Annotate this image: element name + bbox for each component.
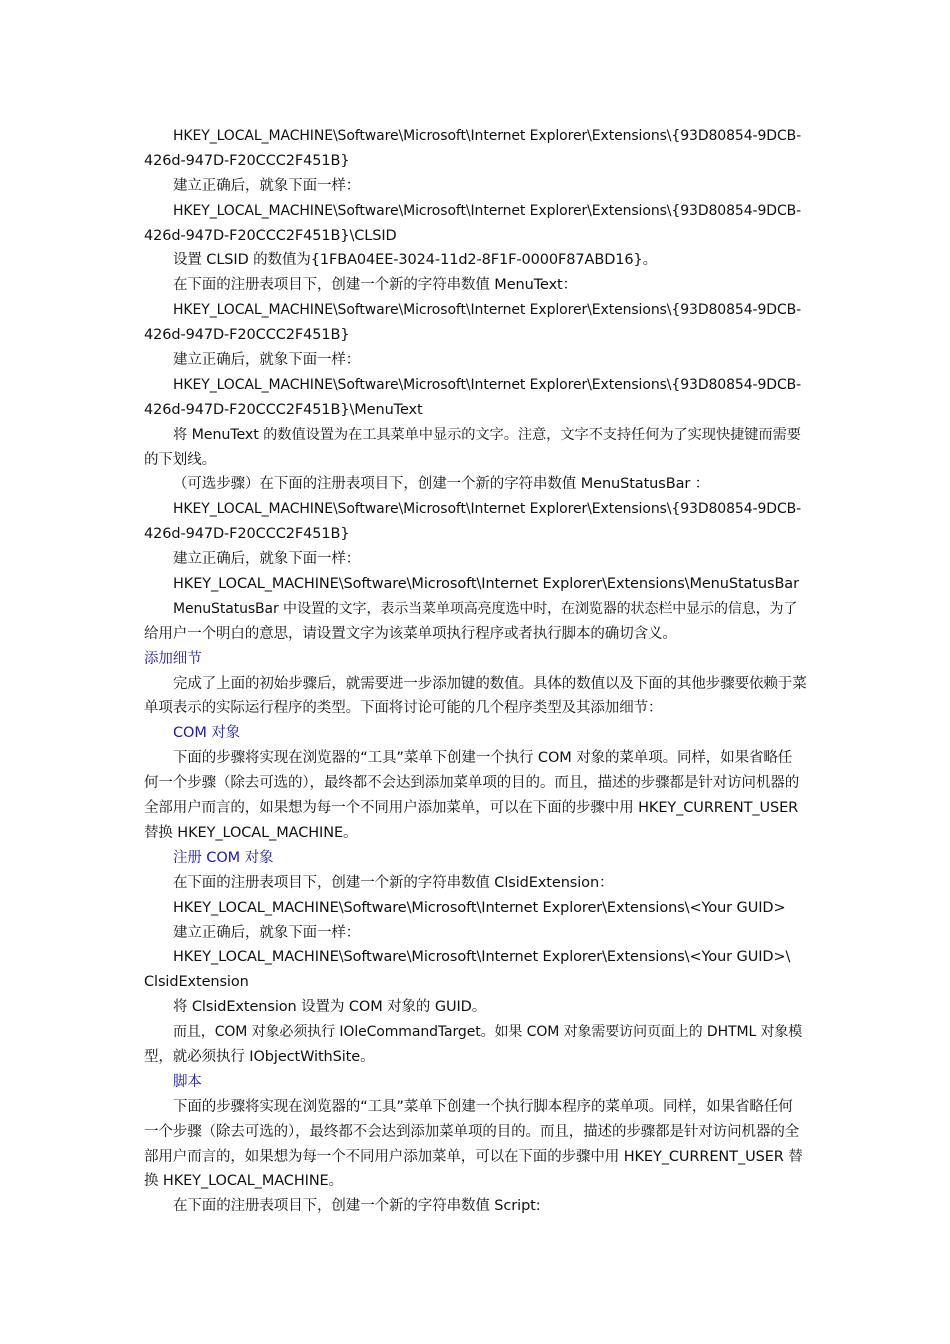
document-page — [144, 124, 808, 1219]
text-line: HKEY_LOCAL_MACHINE\Software\Microsoft\Internet Explorer\Extensions\<Your GUID> — [173, 899, 786, 916]
text-line: 换 HKEY_LOCAL_MACHINE。 — [144, 1173, 344, 1190]
text-line: 替换 HKEY_LOCAL_MACHINE。 — [144, 824, 358, 841]
text-line: 426d-947D-F20CCC2F451B}\CLSID — [144, 227, 397, 244]
text-line: 下面的步骤将实现在浏览器的“工具”菜单下创建一个执行脚本程序的菜单项。同样，如果省略任何 — [173, 1098, 793, 1115]
text-line: 一个步骤（除去可选的），最终都不会达到添加菜单项的目的。而且，描述的步骤都是针对访问机器的全 — [144, 1123, 800, 1140]
text-line: HKEY_LOCAL_MACHINE\Software\Microsoft\Internet Explorer\Extensions\{93D80854-9DCB- — [173, 501, 802, 518]
text-line: ClsidExtension — [144, 974, 249, 991]
text-line: HKEY_LOCAL_MACHINE\Software\Microsoft\Internet Explorer\Extensions\{93D80854-9DCB- — [173, 302, 802, 319]
section-heading: 注册 COM 对象 — [173, 849, 274, 866]
text-line: （可选步骤）在下面的注册表项目下，创建一个新的字符串数值 MenuStatusBar ： — [173, 476, 710, 493]
text-line: 在下面的注册表项目下，创建一个新的字符串数值 ClsidExtension： — [173, 874, 614, 891]
text-line: HKEY_LOCAL_MACHINE\Software\Microsoft\Internet Explorer\Extensions\{93D80854-9DCB- — [173, 376, 802, 393]
text-line: MenuStatusBar 中设置的文字，表示当菜单项高亮度选中时，在浏览器的状态栏中显示的信息，为了 — [173, 600, 798, 617]
section-heading: 脚本 — [173, 1073, 202, 1090]
text-line: 而且，COM 对象必须执行 IOleCommandTarget。如果 COM 对象需要访问页面上的 DHTML 对象模 — [173, 1024, 803, 1041]
text-line: 型，就必须执行 IObjectWithSite。 — [144, 1048, 375, 1065]
text-line: 的下划线。 — [144, 451, 216, 468]
text-line: 426d-947D-F20CCC2F451B}\MenuText — [144, 401, 423, 418]
section-heading: COM 对象 — [173, 725, 241, 742]
text-line: HKEY_LOCAL_MACHINE\Software\Microsoft\Internet Explorer\Extensions\{93D80854-9DCB- — [173, 128, 802, 144]
text-line: 部用户而言的，如果想为每一个不同用户添加菜单，可以在下面的步骤中用 HKEY_CURRENT_USER 替 — [144, 1148, 803, 1165]
text-line: 全部用户而言的，如果想为每一个不同用户添加菜单，可以在下面的步骤中用 HKEY_CURRENT_USER — [144, 800, 799, 817]
text-line: 单项表示的实际运行程序的类型。下面将讨论可能的几个程序类型及其添加细节： — [144, 700, 663, 717]
text-line: 完成了上面的初始步骤后，就需要进一步添加键的数值。具体的数值以及下面的其他步骤要依赖于菜 — [173, 675, 807, 692]
text-line: 给用户一个明白的意思，请设置文字为该菜单项执行程序或者执行脚本的确切含义。 — [144, 625, 677, 642]
text-line: 建立正确后，就象下面一样： — [173, 177, 361, 194]
text-line: HKEY_LOCAL_MACHINE\Software\Microsoft\Internet Explorer\Extensions\<Your GUID>\ — [173, 949, 791, 966]
text-line: 在下面的注册表项目下，创建一个新的字符串数值 Script: — [173, 1198, 541, 1215]
text-line: 426d-947D-F20CCC2F451B} — [144, 526, 350, 543]
text-line: 426d-947D-F20CCC2F451B} — [144, 327, 350, 344]
text-line: HKEY_LOCAL_MACHINE\Software\Microsoft\Internet Explorer\Extensions\MenuStatusBar — [173, 576, 799, 593]
text-line: HKEY_LOCAL_MACHINE\Software\Microsoft\Internet Explorer\Extensions\{93D80854-9DCB- — [173, 202, 802, 219]
text-line: 设置 CLSID 的数值为{1FBA04EE-3024-11d2-8F1F-0000F87ABD16}。 — [173, 252, 658, 269]
text-line: 何一个步骤（除去可选的），最终都不会达到添加菜单项的目的。而且，描述的步骤都是针对访问机器的 — [144, 775, 800, 792]
text-line: 下面的步骤将实现在浏览器的“工具”菜单下创建一个执行 COM 对象的菜单项。同样，如果省略任 — [173, 750, 793, 767]
text-line: 将 ClsidExtension 设置为 COM 对象的 GUID。 — [173, 999, 487, 1016]
text-line: 426d-947D-F20CCC2F451B} — [144, 152, 350, 169]
text-line: 将 MenuText 的数值设置为在工具菜单中显示的文字。注意，文字不支持任何为了实现快捷键而需要 — [173, 426, 801, 443]
text-line: 在下面的注册表项目下，创建一个新的字符串数值 MenuText： — [173, 277, 578, 294]
text-line: 建立正确后，就象下面一样： — [173, 352, 361, 369]
section-heading: 添加细节 — [144, 650, 202, 667]
text-line: 建立正确后，就象下面一样： — [173, 924, 361, 941]
text-line: 建立正确后，就象下面一样： — [173, 551, 361, 568]
